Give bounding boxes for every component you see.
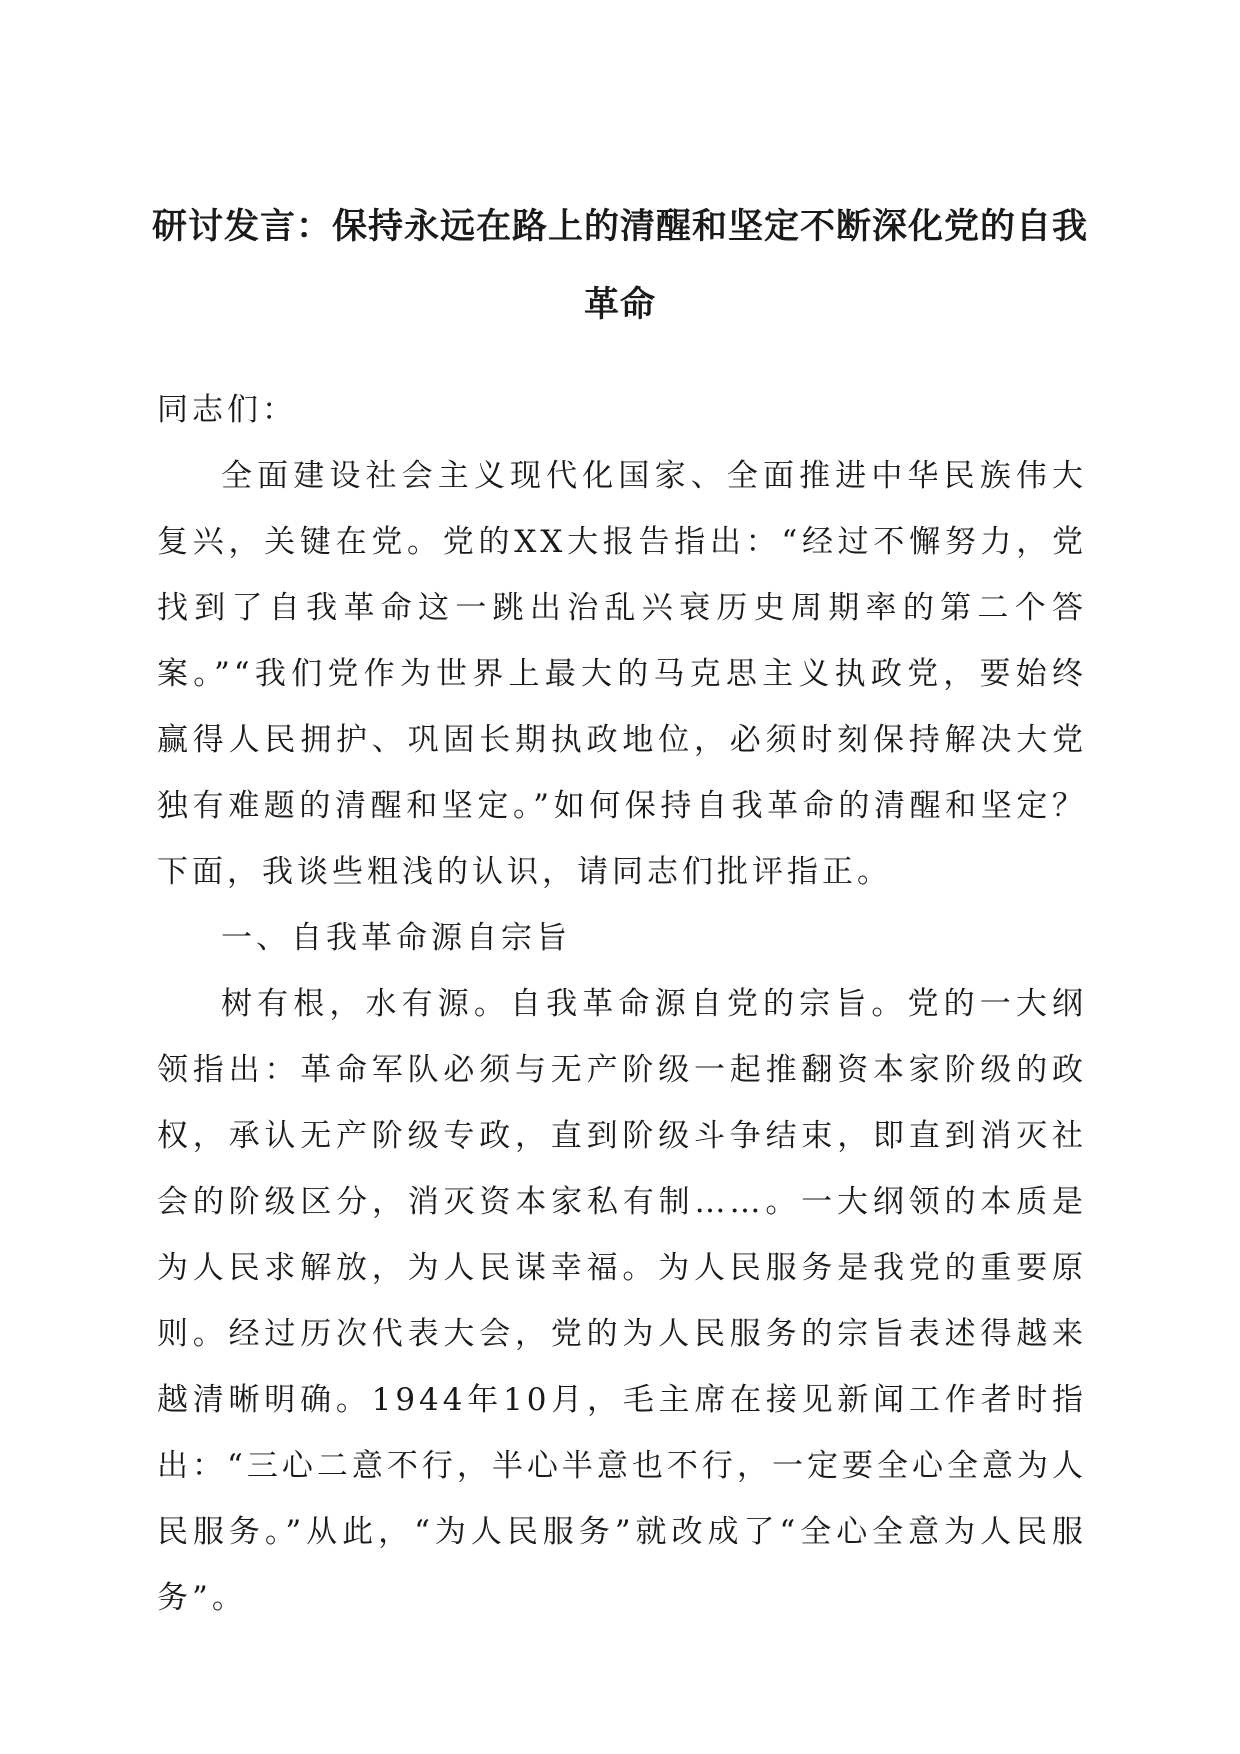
- document-title: 研讨发言：保持永远在路上的清醒和坚定不断深化党的自我革命: [151, 207, 1088, 325]
- section-heading-1: 一、自我革命源自宗旨: [221, 920, 571, 956]
- salutation: 同志们：: [157, 392, 297, 428]
- paragraph-intro: 全面建设社会主义现代化国家、全面推进中华民族伟大复兴，关键在党。党的XX大报告指出：“经过不懈努力，党找到了自我革命这一跳出治乱兴衰历史周期率的第二个答案。”“我们党作为世界上最大的马克思主义执政党，要始终赢得人民拥护、巩固长期执政地位，必须时刻保持解决大党独有难题的清醒和坚定。”如何保持自我革命的清醒和坚定？下面，我谈些粗浅的认识，请同志们批评指正。: [157, 458, 1087, 890]
- paragraph-section-1: 树有根，水有源。自我革命源自党的宗旨。党的一大纲领指出：革命军队必须与无产阶级一起推翻资本家阶级的政权，承认无产阶级专政，直到阶级斗争结束，即直到消灭社会的阶级区分，消灭资本家私有制……。一大纲领的本质是为人民求解放，为人民谋幸福。为人民服务是我党的重要原则。经过历次代表大会，党的为人民服务的宗旨表述得越来越清晰明确。1944年10月，毛主席在接见新闻工作者时指出：“三心二意不行，半心半意也不行，一定要全心全意为人民服务。”从此，“为人民服务”就改成了“全心全意为人民服务”。: [157, 986, 1087, 1616]
- document-body: [157, 377, 1087, 1631]
